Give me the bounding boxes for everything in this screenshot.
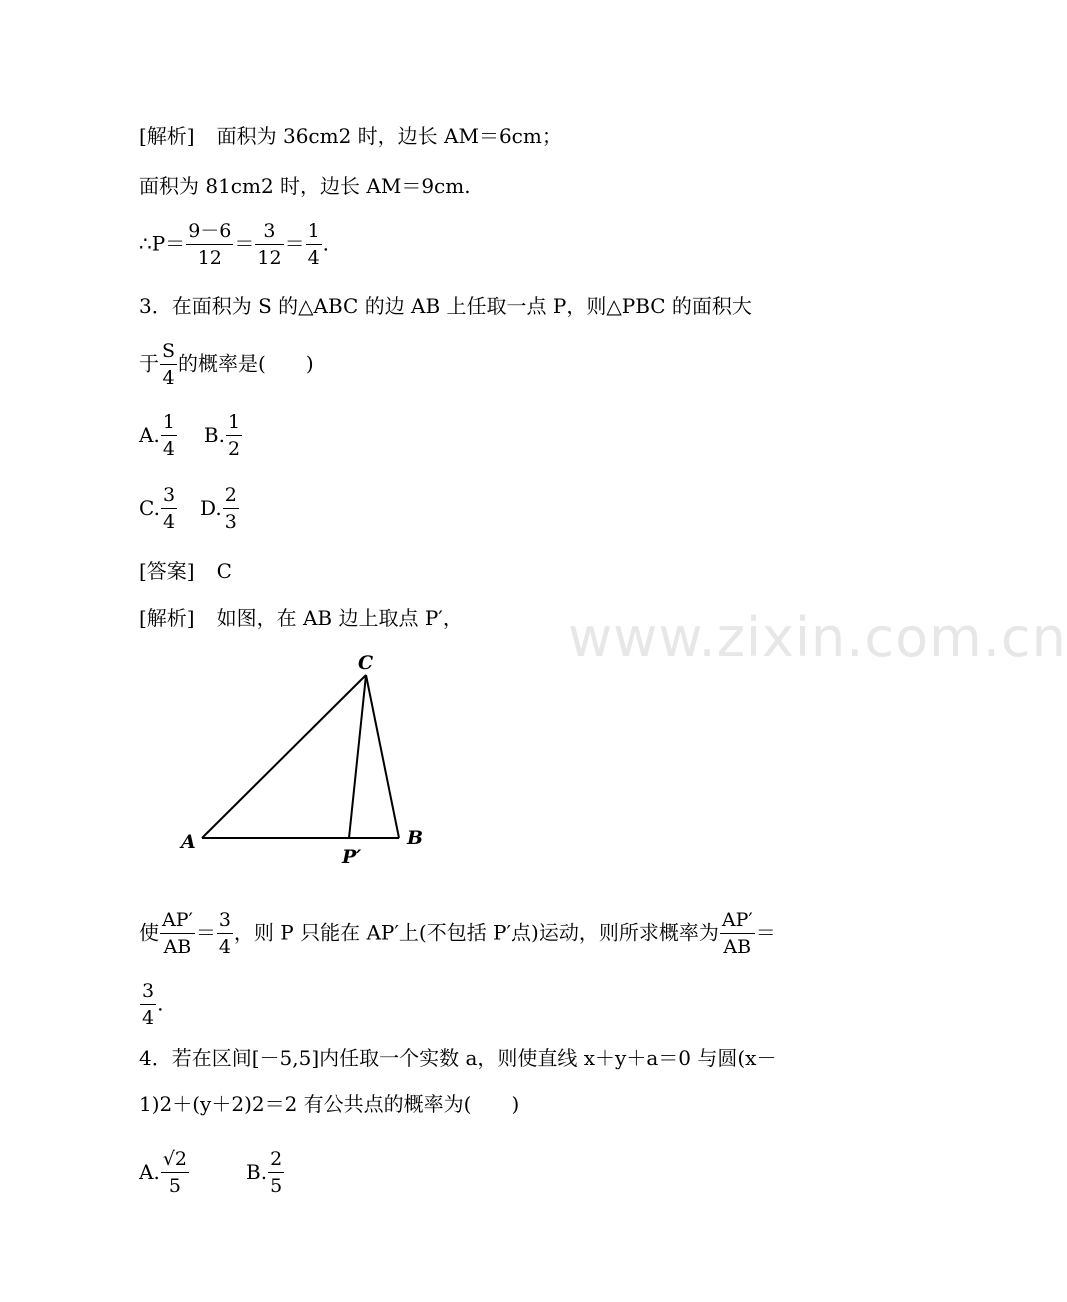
- fraction: $\frac{3}{12}$: [257, 220, 282, 269]
- question-3-line-2: [139, 342, 314, 388]
- label-c: C: [358, 652, 374, 674]
- analysis-text: 面积为 36cm2 时，边长 AM＝6cm；: [216, 124, 562, 148]
- analysis-tag: [解析]: [139, 606, 195, 630]
- question-4-line-2: 1)2＋(y＋2)2＝2 有公共点的概率为( ): [139, 1092, 520, 1116]
- probability-equation: [139, 222, 329, 268]
- solution-line: 使 $\frac{AP'}{AB}$ ＝ $\frac{3}{4}$ ，则 P 只能在 AP′上(不包括 P′点)运动，则所求概率为 $\frac{AP'}{AB}$ ＝: [139, 909, 776, 958]
- question-3-line-1: 3．在面积为 S 的△ABC 的边 AB 上任取一点 P，则△PBC 的面积大: [139, 294, 752, 318]
- period: .: [322, 231, 330, 256]
- analysis-line-3: [139, 606, 463, 630]
- analysis-line-1: [139, 124, 562, 148]
- equals: ＝: [234, 231, 255, 256]
- q4-option-b: B. $\frac{2}{5}$: [246, 1148, 283, 1197]
- analysis-text: 如图，在 AB 边上取点 P′，: [216, 606, 463, 630]
- option-a: A. $\frac{1}{4}$: [139, 411, 175, 460]
- option-d: D. $\frac{2}{3}$: [200, 484, 237, 533]
- q3-post: 的概率是( ): [178, 351, 314, 376]
- fraction: $\frac{3}{4}$: [218, 909, 231, 958]
- options-cd: [139, 486, 240, 532]
- fraction: $\frac{AP'}{AB}$: [721, 909, 753, 958]
- side-ac: [202, 675, 366, 838]
- answer-tag: [答案]: [139, 559, 195, 583]
- sol-mid: ，则 P 只能在 AP′上(不包括 P′点)运动，则所求概率为: [233, 920, 719, 945]
- watermark: www.zixin.com.cn: [568, 606, 1067, 669]
- side-bc: [366, 675, 399, 838]
- fraction: $\frac{1}{4}$: [307, 220, 320, 269]
- label-a: A: [181, 831, 196, 853]
- triangle-figure: [170, 645, 440, 875]
- options-ab: [139, 413, 243, 459]
- fraction: $\frac{3}{4}$: [142, 980, 155, 1029]
- q3-pre: 于: [139, 351, 159, 376]
- segment-cp: [349, 675, 366, 838]
- sol-pre: 使: [139, 920, 159, 945]
- q4-options-ab: [139, 1150, 285, 1196]
- analysis-tag: [解析]: [139, 124, 195, 148]
- answer-line: [139, 559, 232, 583]
- eq-prefix: ∴P＝: [139, 231, 186, 256]
- question-4-line-1: 4．若在区间[－5,5]内任取一个实数 a，则使直线 x＋y＋a＝0 与圆(x－: [139, 1046, 777, 1070]
- equals: ＝: [284, 231, 305, 256]
- label-b: B: [407, 827, 424, 849]
- q4-option-a: A. $\frac{√2}{5}$: [139, 1148, 188, 1197]
- fraction: $\frac{S}{4}$: [162, 340, 176, 389]
- analysis-line-2: 面积为 81cm2 时，边长 AM＝9cm.: [139, 174, 471, 198]
- answer-value: C: [216, 559, 232, 583]
- option-c: C. $\frac{3}{4}$: [139, 484, 176, 533]
- solution-line-2: $\frac{3}{4}$ .: [142, 980, 164, 1029]
- option-b: B. $\frac{1}{2}$: [203, 411, 241, 460]
- fraction: $\frac{AP'}{AB}$: [162, 909, 193, 958]
- fraction: $\frac{9-6}{12}$: [188, 220, 232, 269]
- label-p: P′: [342, 846, 362, 868]
